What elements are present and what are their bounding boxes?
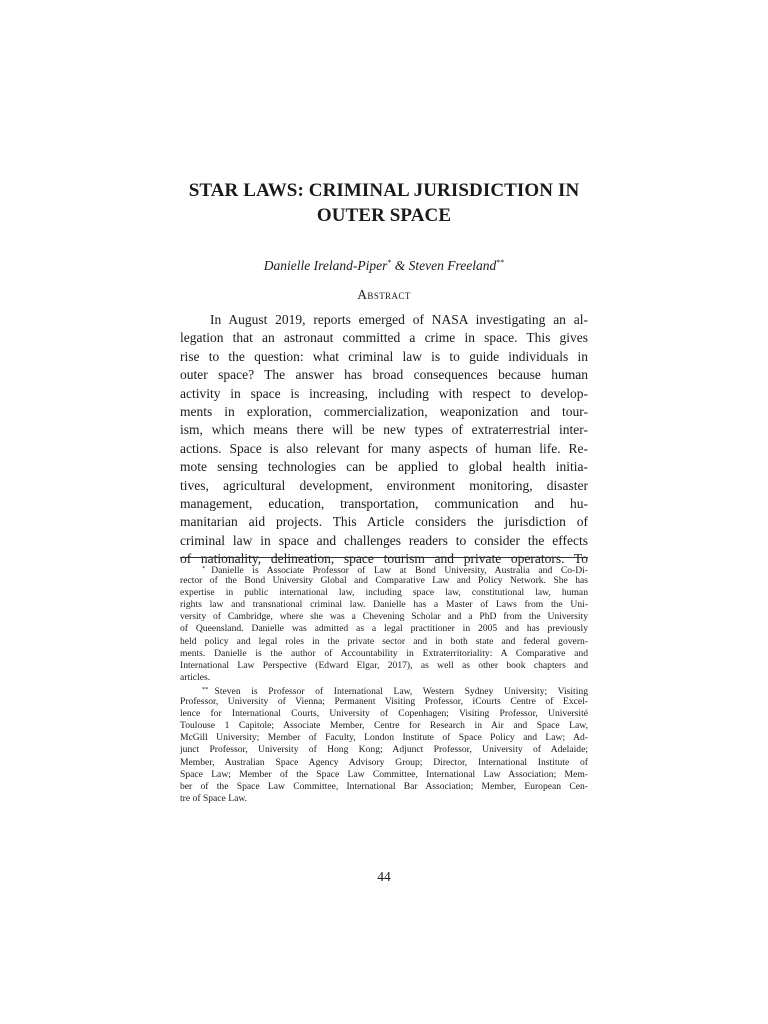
footnote-text: Steven is Professor of International Law, Western Sydney University; Visiting bbox=[214, 685, 588, 697]
abstract-body bbox=[180, 311, 588, 568]
footnote-marker: * bbox=[387, 258, 392, 267]
footnote-line: versity of Cambridge, where she was a Chevening Scholar and a PhD from the University bbox=[180, 611, 588, 623]
abstract-line: In August 2019, reports emerged of NASA investigating an al- bbox=[210, 312, 588, 327]
footnote-line: of Queensland. Danielle was admitted as a legal practitioner in 2005 and has previously bbox=[180, 623, 588, 635]
abstract-line: ments in exploration, commercialization, weaponization and tour- bbox=[180, 403, 588, 419]
footnote-line bbox=[180, 563, 588, 575]
author-name: Danielle Ireland-Piper bbox=[263, 258, 388, 273]
abstract-line: rise to the question: what criminal law is to guide individuals in bbox=[180, 348, 588, 364]
footnote bbox=[180, 684, 588, 805]
abstract-line: activity in space is increasing, including with respect to develop- bbox=[180, 385, 588, 401]
footnote-line: tre of Space Law. bbox=[180, 792, 248, 804]
footnote-line: rector of the Bond University Global and Comparative Law and Policy Network. She has bbox=[180, 575, 588, 587]
footnote-line: Toulouse 1 Capitole; Associate Member, Centre for Research in Air and Space Law, bbox=[180, 720, 588, 732]
abstract-line: manitarian aid projects. This Article considers the jurisdiction of bbox=[180, 514, 588, 530]
article-title bbox=[180, 178, 588, 228]
author-name: Steven Freeland bbox=[408, 258, 497, 273]
abstract-line: outer space? The answer has broad consequences because human bbox=[180, 367, 588, 383]
abstract-line: legation that an astronaut committed a crime in space. This gives bbox=[180, 330, 588, 346]
footnote-marker: ** bbox=[202, 685, 209, 693]
footnote-line: lence for International Courts, University of Copenhagen; Visiting Professor, Université bbox=[180, 708, 588, 720]
author-line bbox=[180, 254, 588, 275]
footnote-line: Member, Australian Space Agency Advisory Group; Director, International Institute of bbox=[180, 756, 588, 768]
footnote-marker: ** bbox=[496, 258, 505, 267]
footnote-line: rights law and transnational criminal law. Danielle has a Master of Laws from the Uni- bbox=[180, 599, 588, 611]
footnote-line: Professor, University of Vienna; Permanent Visiting Professor, iCourts Centre of Excel- bbox=[180, 696, 588, 708]
abstract-heading: Abstract bbox=[357, 287, 411, 302]
footnote-divider bbox=[180, 557, 588, 558]
abstract-line: management, education, transportation, communication and hu- bbox=[180, 495, 588, 511]
abstract-line: ism, which means there will be new types of extraterrestrial inter- bbox=[180, 422, 588, 438]
footnote-line: McGill University; Member of Faculty, London Institute of Space Policy and Law; Ad- bbox=[180, 732, 588, 744]
footnote-line bbox=[180, 684, 588, 696]
footnotes bbox=[180, 563, 588, 805]
abstract-line: actions. Space is also relevant for many aspects of human life. Re- bbox=[180, 440, 588, 456]
footnote-line: junct Professor, University of Hong Kong; Adjunct Professor, University of Adelaide; bbox=[180, 744, 588, 756]
footnote-line: Space Law; Member of the Space Law Committee, International Law Association; Mem- bbox=[180, 768, 588, 780]
footnote-line: International Law Perspective (Edward Elgar, 2017), as well as other book chapters and bbox=[180, 659, 588, 671]
footnote-text: Danielle is Associate Professor of Law at Bond University, Australia and Co-Di- bbox=[211, 565, 588, 576]
author-joiner: & bbox=[391, 258, 409, 273]
footnote-line: held policy and legal roles in the private sector and in both state and federal govern- bbox=[180, 635, 588, 647]
footnote-marker: * bbox=[202, 565, 206, 572]
title-line: OUTER SPACE bbox=[316, 205, 452, 226]
footnote-line: articles. bbox=[180, 671, 211, 683]
footnote bbox=[180, 563, 588, 684]
abstract-line: criminal law in space and challenges readers to consider the effects bbox=[180, 532, 588, 548]
page-number: 44 bbox=[377, 869, 391, 884]
abstract-line: mote sensing technologies can be applied to global health initia- bbox=[180, 459, 588, 475]
footnote-line: expertise in public international law, including space law, constitutional law, human bbox=[180, 587, 588, 599]
footnote-line: ber of the Space Law Committee, International Bar Association; Member, European Cen- bbox=[180, 780, 588, 792]
abstract-line: of nationality, delineation, space tourism and private operators. To bbox=[180, 551, 588, 567]
title-line: STAR LAWS: CRIMINAL JURISDICTION IN bbox=[188, 180, 580, 201]
document-page bbox=[180, 0, 588, 1024]
abstract-line: tives, agricultural development, environment monitoring, disaster bbox=[180, 477, 588, 493]
footnote-line: ments. Danielle is the author of Accountability in Extraterritoriality: A Comparative and bbox=[180, 647, 588, 659]
